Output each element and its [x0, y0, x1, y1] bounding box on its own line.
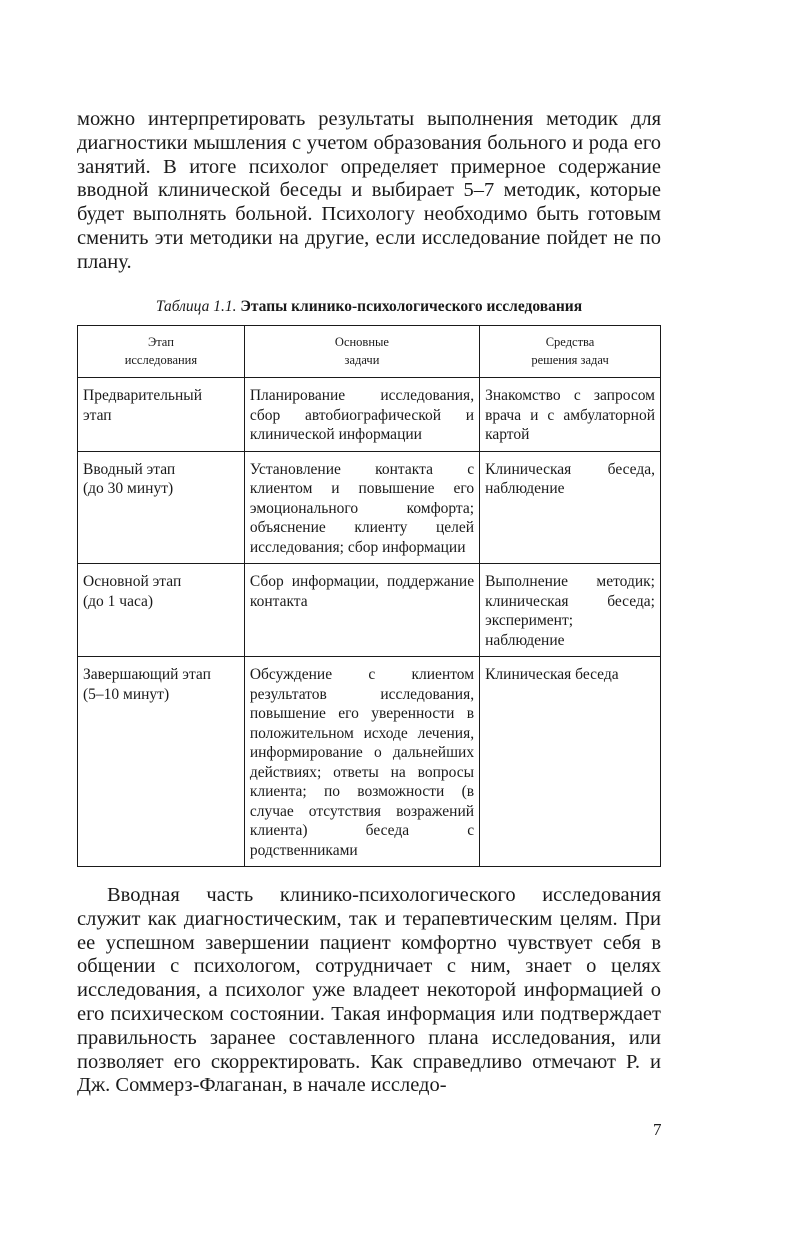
stage-duration: этап	[83, 406, 112, 424]
stage-name: Предварительный	[83, 387, 203, 404]
stage-cell	[78, 564, 245, 657]
stage-cell	[78, 378, 245, 452]
header-means-line-1: Средства	[545, 335, 595, 349]
table-row	[78, 378, 661, 452]
tasks-cell: Сбор информации, поддержание контакта	[244, 564, 479, 657]
means-cell: Клиническая беседа	[480, 657, 661, 867]
header-tasks-line-1: Основные	[334, 335, 389, 349]
stage-name: Завершающий этап	[83, 666, 211, 683]
stage-duration: (5–10 минут)	[83, 685, 170, 703]
header-tasks	[244, 326, 479, 378]
stage-name: Вводный этап	[83, 460, 176, 478]
header-means-line-2: решения задач	[531, 353, 609, 367]
tasks-cell: Обсуждение с клиентом результатов исследования, повышение его уверенности в положительном исходе лечения, информирование о дальнейших действиях; ответы на вопросы клиента; по возможности (в случае отсутствия возражений клиента) беседа с родственниками	[244, 657, 479, 867]
header-stage-line-1: Этап	[147, 335, 174, 349]
stage-cell	[78, 657, 245, 867]
means-cell: Клиническая беседа, наблюдение	[480, 451, 661, 564]
tasks-cell: Установление контакта с клиентом и повышение его эмоционального комфорта; объяснение клиенту целей исследования; сбор информации	[244, 451, 479, 564]
body-paragraph: Вводная часть клинико-психологического исследования служит как диагностическим, так и терапевтическим целям. При ее успешном завершении пациент комфортно чувствует себя в общении с психологом, сотрудничает с ним, знает о целях исследования, а психолог уже владеет некоторой информацией о его психическом состоянии. Такая информация или подтверждает правильность заранее составленного плана исследования, или позволяет его скорректировать. Как справедливо отмечают Р. и Дж. Соммерз-Флаганан, в начале исследо-	[77, 884, 661, 1097]
page-number: 7	[653, 1120, 662, 1139]
table-caption	[77, 297, 661, 317]
means-cell: Выполнение методик; клиническая беседа; эксперимент; наблюдение	[480, 564, 661, 657]
stage-cell	[78, 451, 245, 564]
header-stage	[78, 326, 245, 378]
table-caption-title: Этапы клинико-психологического исследования	[240, 298, 583, 315]
intro-paragraph: можно интерпретировать результаты выполнения методик для диагностики мышления с учетом образования больного и рода его занятий. В итоге психолог определяет примерное содержание вводной клинической беседы и выбирает 5–7 методик, которые будет выполнять больной. Психологу необходимо быть готовым сменить эти методики на другие, если исследование пойдет не по плану.	[77, 108, 661, 273]
table-row	[78, 657, 661, 867]
header-means	[480, 326, 661, 378]
table-row	[78, 564, 661, 657]
table-header-row	[78, 326, 661, 378]
tasks-cell: Планирование исследования, сбор автобиографической и клинической информации	[244, 378, 479, 452]
header-stage-line-2: исследования	[124, 353, 198, 367]
stage-name: Основной этап	[83, 573, 182, 590]
research-stages-table	[77, 325, 661, 867]
header-tasks-line-2: задачи	[344, 353, 380, 367]
table-row	[78, 451, 661, 564]
stage-duration: (до 1 часа)	[83, 592, 154, 610]
stage-duration: (до 30 минут)	[83, 480, 174, 497]
means-cell: Знакомство с запросом врача и с амбулаторной картой	[480, 378, 661, 452]
table-caption-label: Таблица 1.1.	[155, 298, 237, 315]
